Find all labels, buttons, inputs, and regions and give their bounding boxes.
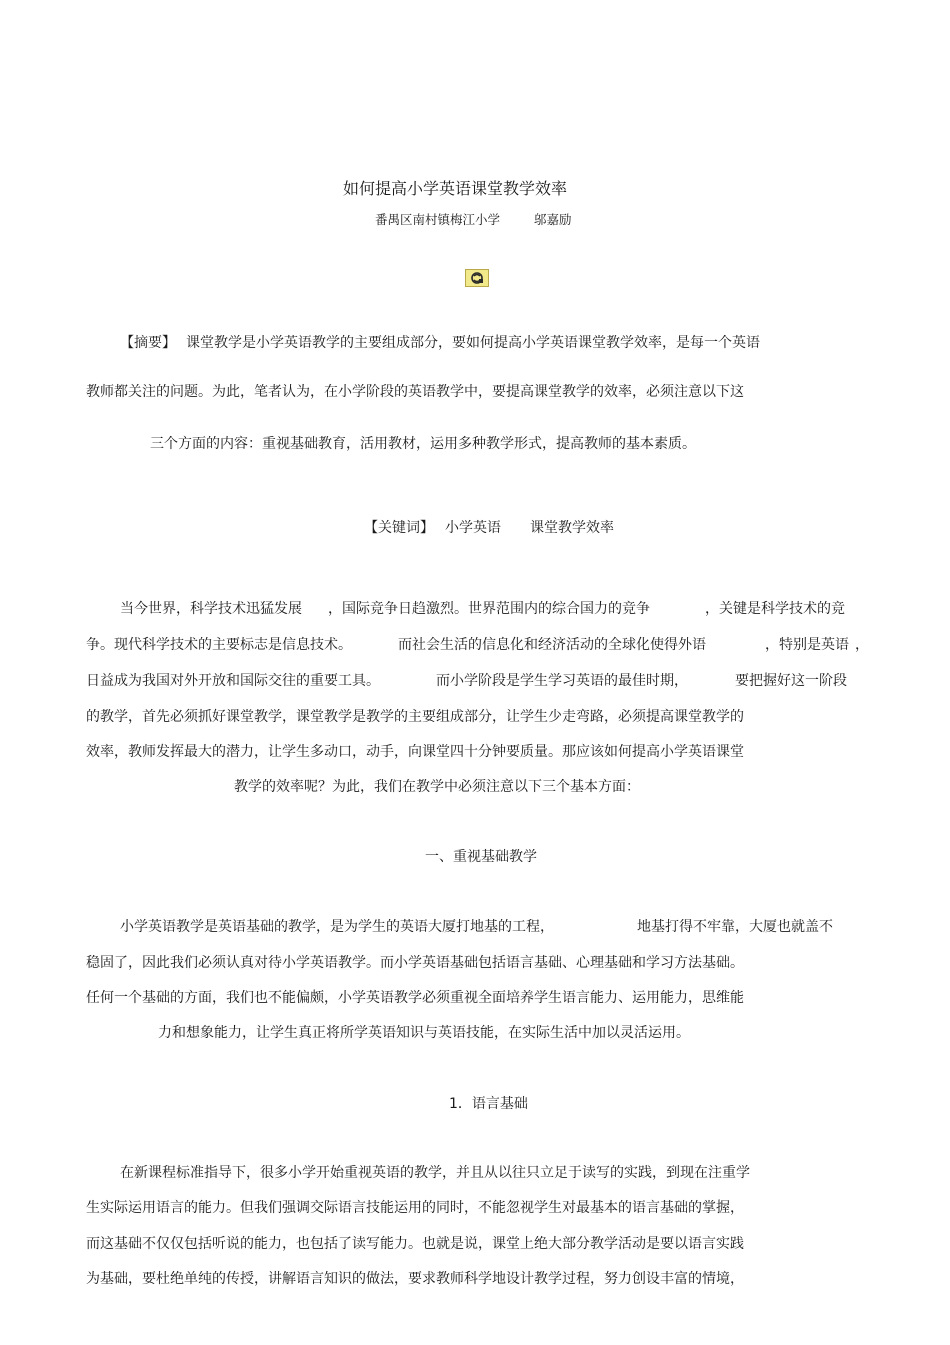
sub1-line-1: 在新课程标准指导下，很多小学开始重视英语的教学，并且从以往只立足于读写的实践，到现在注重学 xyxy=(120,1165,750,1181)
page-title: 如何提高小学英语课堂教学效率 xyxy=(343,179,568,198)
intro-line-5: 效率，教师发挥最大的潜力，让学生多动口，动手，向课堂四十分钟要质量。那应该如何提高小学英语课堂 xyxy=(86,744,744,760)
intro-line-1a: 当今世界，科学技术迅猛发展 xyxy=(120,601,302,617)
abstract-line-3: 三个方面的内容：重视基础教育，活用教材，运用多种教学形式，提高教师的基本素质。 xyxy=(150,436,696,452)
sub1-line-4: 为基础，要杜绝单纯的传授，讲解语言知识的做法，要求教师科学地设计教学过程，努力创设丰富的情境， xyxy=(86,1271,744,1287)
abstract-line-2: 教师都关注的问题。为此，笔者认为，在小学阶段的英语教学中，要提高课堂教学的效率，必须注意以下这 xyxy=(86,384,744,400)
embedded-object-icon[interactable] xyxy=(465,269,489,287)
section1-line-1b: 地基打得不牢靠，大厦也就盖不 xyxy=(637,919,833,935)
sub1-line-3: 而这基础不仅仅包括听说的能力，也包括了读写能力。也就是说，课堂上绝大部分教学活动是要以语言实践 xyxy=(86,1236,744,1252)
section1-line-3: 任何一个基础的方面，我们也不能偏颇，小学英语教学必须重视全面培养学生语言能力、运用能力，思维能 xyxy=(86,990,744,1006)
subsection-heading-1: 1．语言基础 xyxy=(449,1096,528,1112)
intro-line-1b: ，国际竞争日趋激烈。世界范围内的综合国力的竞争 xyxy=(328,601,650,617)
author-name: 邬嘉励 xyxy=(534,212,572,227)
intro-line-3b: 而小学阶段是学生学习英语的最佳时期， xyxy=(436,673,688,689)
intro-line-2b: 而社会生活的信息化和经济活动的全球化使得外语 xyxy=(398,637,706,653)
keywords-label: 【关键词】 xyxy=(364,520,434,536)
intro-line-2c: ，特别是英语 xyxy=(765,637,849,653)
section1-line-2: 稳固了，因此我们必须认真对待小学英语教学。而小学英语基础包括语言基础、心理基础和学习方法基础。 xyxy=(86,955,744,971)
keyword-1: 小学英语 xyxy=(445,520,501,536)
intro-line-1c: ，关键是科学技术的竞 xyxy=(705,601,845,617)
intro-line-2a: 争。现代科学技术的主要标志是信息技术。 xyxy=(86,637,352,653)
intro-line-3a: 日益成为我国对外开放和国际交往的重要工具。 xyxy=(86,673,380,689)
author-school: 番禺区南村镇梅江小学 xyxy=(375,212,501,227)
intro-line-3c: 要把握好这一阶段 xyxy=(735,673,847,689)
intro-line-4: 的教学，首先必须抓好课堂教学，课堂教学是教学的主要组成部分，让学生少走弯路，必须提高课堂教学的 xyxy=(86,709,744,725)
abstract-label: 【摘要】 xyxy=(120,335,176,351)
section1-line-4: 力和想象能力，让学生真正将所学英语知识与英语技能，在实际生活中加以灵活运用。 xyxy=(158,1025,690,1041)
intro-line-6: 教学的效率呢？为此，我们在教学中必须注意以下三个基本方面： xyxy=(234,779,640,795)
sub1-line-2: 生实际运用语言的能力。但我们强调交际语言技能运用的同时，不能忽视学生对最基本的语言基础的掌握， xyxy=(86,1200,744,1216)
abstract-line-1: 课堂教学是小学英语教学的主要组成部分，要如何提高小学英语课堂教学效率，是每一个英语 xyxy=(186,335,760,351)
section-heading-1: 一、重视基础教学 xyxy=(425,849,537,865)
keyword-2: 课堂教学效率 xyxy=(530,520,614,536)
section1-line-1a: 小学英语教学是英语基础的教学，是为学生的英语大厦打地基的工程， xyxy=(120,919,554,935)
intro-line-2d: ， xyxy=(855,637,869,653)
